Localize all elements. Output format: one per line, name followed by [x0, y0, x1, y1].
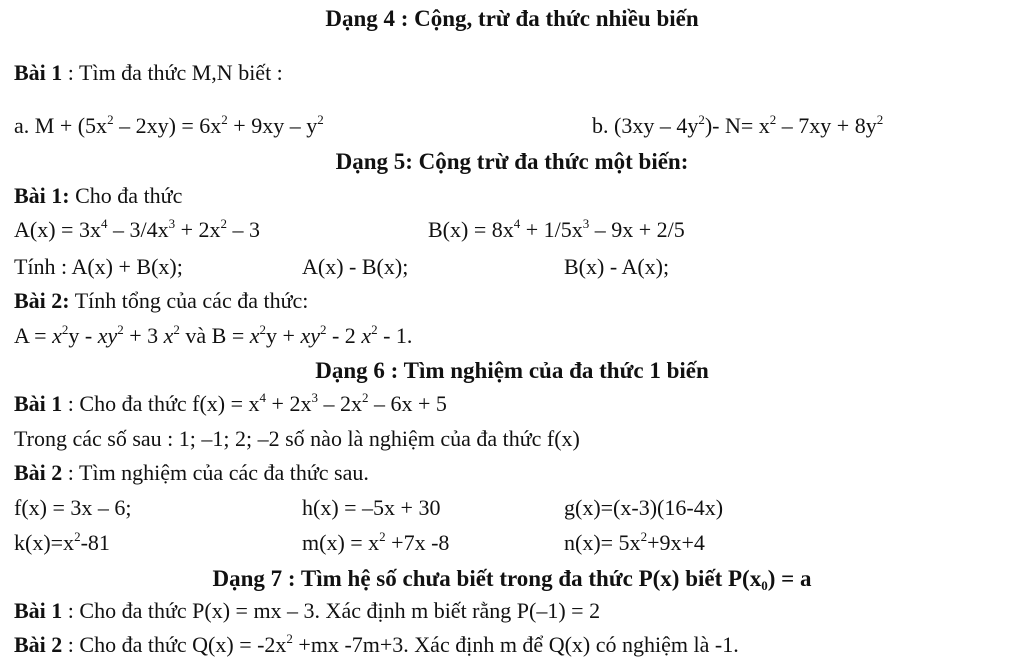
- poly-k: [14, 529, 110, 557]
- poly-n: [564, 529, 705, 557]
- exponent: 3: [311, 390, 318, 405]
- exponent: 2: [698, 112, 705, 127]
- eq-text: – 7xy + 8y: [776, 113, 877, 138]
- eq-var: x: [361, 323, 372, 348]
- exponent: 2: [221, 112, 228, 127]
- d4-bai1: [14, 59, 283, 87]
- d4-part-a: [14, 112, 324, 140]
- eq-text: và B =: [179, 323, 250, 348]
- exercise-label: Bài 1: [14, 598, 63, 623]
- exercise-label: Bài 1: [14, 391, 63, 416]
- exponent: 2: [107, 112, 114, 127]
- exponent: 4: [100, 216, 108, 231]
- eq-var: xy: [300, 323, 320, 348]
- subscript: 0: [761, 578, 768, 593]
- d5-compute-2: A(x) - B(x);: [302, 254, 409, 279]
- eq-text: – 9x + 2/5: [589, 217, 685, 242]
- exponent: 2: [769, 112, 777, 127]
- d5-poly-a: [14, 216, 260, 244]
- d7-bai1: [14, 597, 600, 625]
- title-text: ) = a: [767, 566, 812, 591]
- eq-text: b. (3xy – 4y: [592, 113, 699, 138]
- eq-text: + 2x: [175, 217, 221, 242]
- poly-m: [302, 529, 449, 557]
- eq-text: - 1.: [377, 323, 413, 348]
- eq-text: – 3/4x: [107, 217, 169, 242]
- exponent: 3: [168, 216, 176, 231]
- eq-text: + 2x: [266, 391, 312, 416]
- section-title-dang-6: Dạng 6 : Tìm nghiệm của đa thức 1 biến: [315, 358, 709, 383]
- d6-bai2: [14, 459, 369, 487]
- eq-text: A(x) = 3x: [14, 217, 101, 242]
- eq-text: – 6x + 5: [368, 391, 447, 416]
- exponent: 2: [61, 322, 69, 337]
- eq-text: A =: [14, 323, 53, 348]
- d6-question: Trong các số sau : 1; –1; 2; –2 số nào là nghiệm của đa thức f(x): [14, 426, 580, 451]
- poly-h: h(x) = –5x + 30: [302, 495, 441, 520]
- eq-text: + 3: [123, 323, 164, 348]
- exponent: 2: [876, 112, 884, 127]
- exponent: 2: [286, 631, 293, 646]
- d7-bai2: [14, 631, 739, 659]
- eq-text: m(x) = x: [302, 530, 380, 555]
- exercise-label: Bài 2:: [14, 288, 70, 313]
- eq-text: y +: [266, 323, 301, 348]
- exponent: 4: [259, 390, 267, 405]
- exercise-label: Bài 2: [14, 632, 63, 657]
- exponent: 2: [317, 112, 324, 127]
- exercise-text: : Tìm đa thức M,N biết :: [62, 60, 283, 85]
- eq-text: k(x)=x: [14, 530, 75, 555]
- eq-text: – 3: [227, 217, 260, 242]
- eq-var: xy: [97, 323, 118, 348]
- eq-var: x: [163, 323, 174, 348]
- d4-part-b: [592, 112, 883, 140]
- eq-text: +7x -8: [385, 530, 450, 555]
- exponent: 2: [173, 322, 180, 337]
- eq-text: n(x)= 5x: [564, 530, 641, 555]
- exponent: 2: [74, 529, 81, 544]
- title-text: Dạng 7 : Tìm hệ số chưa biết trong đa thức P(x) biết P(x: [212, 566, 762, 591]
- d6-bai1: [14, 390, 447, 418]
- d5-poly-b: [428, 216, 685, 244]
- poly-f: f(x) = 3x – 6;: [14, 495, 132, 520]
- eq-text: : Cho đa thức f(x) = x: [62, 391, 260, 416]
- eq-text: – 2xy) = 6x: [113, 113, 222, 138]
- eq-text: + 9xy – y: [227, 113, 318, 138]
- exponent: 2: [319, 322, 327, 337]
- section-title-dang-7: [0, 565, 1024, 593]
- d5-compute-1: Tính : A(x) + B(x);: [14, 254, 183, 279]
- d5-compute-3: B(x) - A(x);: [564, 254, 670, 279]
- exponent: 3: [582, 216, 590, 231]
- exercise-text: : Cho đa thức P(x) = mx – 3. Xác định m biết rằng P(–1) = 2: [62, 598, 601, 623]
- eq-var: x: [52, 323, 62, 348]
- eq-var: x: [249, 323, 260, 348]
- exponent: 2: [361, 390, 369, 405]
- d5-bai1: [14, 182, 182, 210]
- eq-text: )- N= x: [704, 113, 770, 138]
- eq-text: + 1/5x: [520, 217, 583, 242]
- exponent: 2: [371, 322, 378, 337]
- d5-sum-expression: [14, 322, 412, 350]
- exercise-text: Tính tổng của các đa thức:: [69, 288, 309, 313]
- exponent: 4: [513, 216, 521, 231]
- exponent: 2: [117, 322, 124, 337]
- exercise-text: Cho đa thức: [69, 183, 183, 208]
- section-title-dang-5: Dạng 5: Cộng trừ đa thức một biến:: [335, 149, 689, 174]
- d5-bai2: [14, 287, 308, 315]
- eq-text: - 2: [326, 323, 362, 348]
- exponent: 2: [259, 322, 267, 337]
- exercise-label: Bài 1:: [14, 183, 70, 208]
- eq-text: – 2x: [317, 391, 362, 416]
- exercise-label: Bài 2: [14, 460, 63, 485]
- exercise-text: : Tìm nghiệm của các đa thức sau.: [62, 460, 369, 485]
- eq-text: : Cho đa thức Q(x) = -2x: [62, 632, 287, 657]
- eq-text: +mx -7m+3. Xác định m để Q(x) có nghiệm là -1.: [292, 632, 739, 657]
- exponent: 2: [640, 529, 648, 544]
- eq-text: +9x+4: [647, 530, 705, 555]
- eq-text: B(x) = 8x: [428, 217, 514, 242]
- exponent: 2: [220, 216, 227, 231]
- eq-text: a. M + (5x: [14, 113, 108, 138]
- eq-text: y -: [68, 323, 98, 348]
- poly-g: g(x)=(x-3)(16-4x): [564, 495, 724, 520]
- eq-text: -81: [80, 530, 110, 555]
- section-title-dang-4: Dạng 4 : Cộng, trừ đa thức nhiều biến: [325, 6, 699, 31]
- exponent: 2: [379, 529, 386, 544]
- exercise-label: Bài 1: [14, 60, 63, 85]
